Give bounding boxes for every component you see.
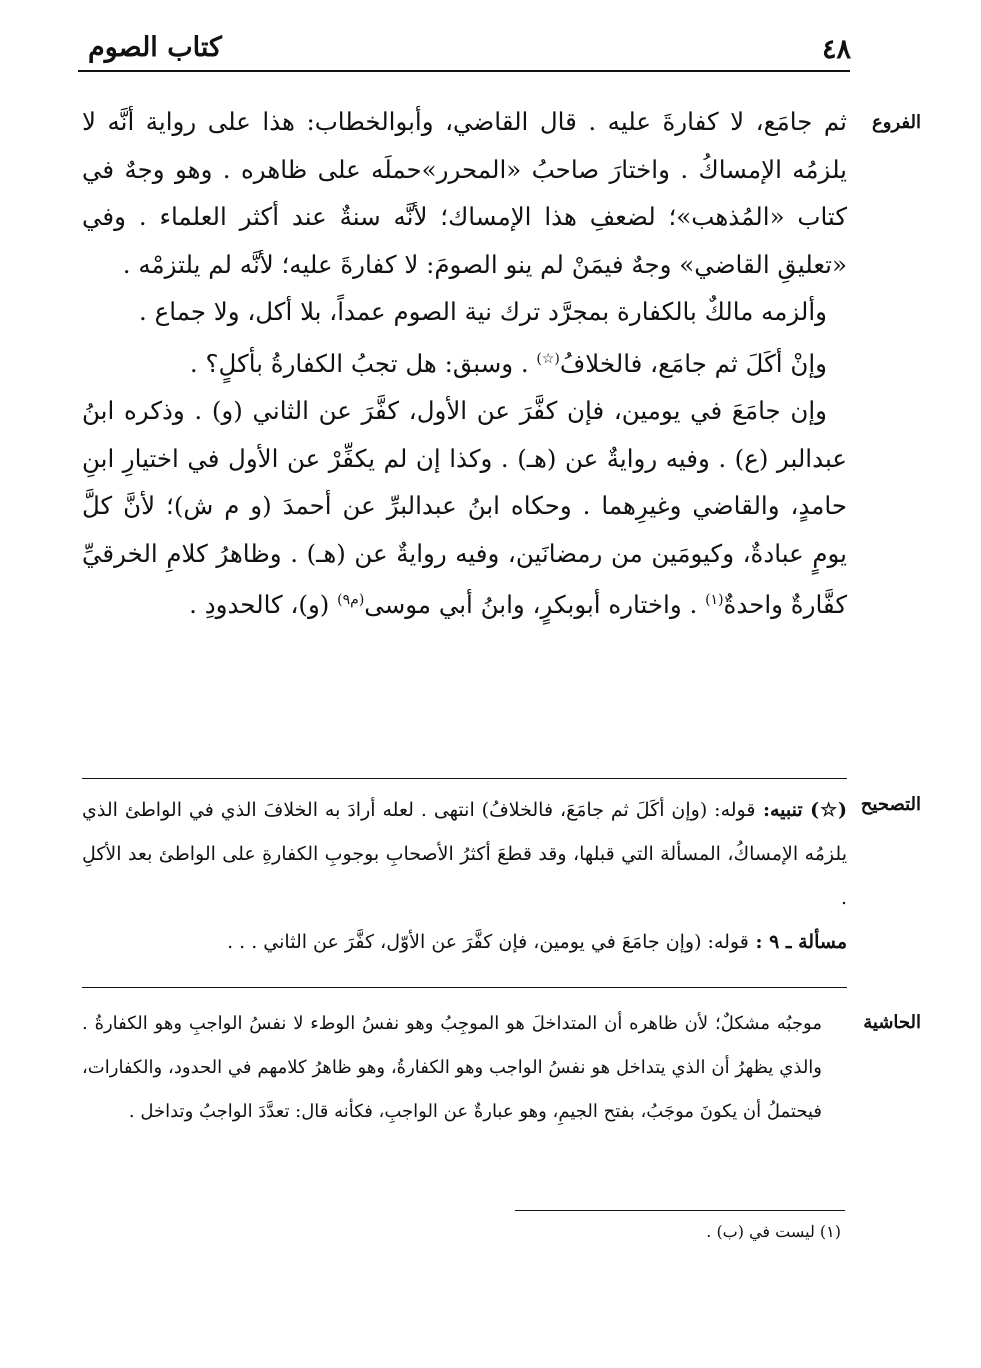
main-paragraph-4-text-3: (و)، كالحدودِ .: [189, 590, 338, 620]
hashia-text: [82, 1002, 822, 1134]
page-number: ٤٨: [821, 34, 851, 65]
footnote-marker-1: (١): [705, 592, 724, 609]
issue-marker-m9: (م٩): [337, 592, 365, 609]
tasheeh-paragraph-1: [82, 788, 847, 920]
section-divider-tasheeh: [82, 778, 847, 779]
tasheeh-paragraph-1-text: قوله: (وإن أكَلَ ثم جامَعَ، فالخلافُ) انتهى . لعله أرادَ به الخلافَ الذي في الواطئ الذي يلزمُه الإمساكُ، المسألة التي قبلها، وقد قطعَ أكثرُ الأصحابِ بوجوبِ الكفارةِ على الواطئ بعد الأكلِ .: [82, 799, 847, 909]
tasheeh-text: [82, 788, 847, 964]
hashia-paragraph-1: موجبُه مشكلٌ؛ لأن ظاهره أن المتداخلَ هو الموجِبُ وهو نفسُ الوطء لا نفسُ الواجبِ وهو الكفارةُ . والذي يظهرُ أن الذي يتداخل هو نفسُ الواجب وهو الكفارةُ، وهو ظاهرُ كلامهم في الحدود، والكفارات، فيحتملُ أن يكونَ موجَبُ، بفتح الجيمِ، وهو عبارةٌ عن الواجبِ، فكأنه قال: تعدَّدَ الواجبُ وتداخل .: [82, 1013, 822, 1122]
main-paragraph-4-text: وإن جامَعَ في يومين، فإن كفَّرَ عن الأول، كفَّرَ عن الثاني (و) . وذكره ابنُ عبدالبر (ع) . وفيه روايةٌ عن (هـ) . وكذا إن لم يكفِّرْ عن الأول في اختيارِ ابنِ حامدٍ، والقاضي وغيرِهما . وحكاه ابنُ عبدالبرِّ عن أحمدَ (و م ش)؛ لأنَّ كلَّ يومٍ عبادةٌ، وكيومَين من رمضانَين، وفيه روايةٌ عن (هـ) . وظاهرُ كلامِ الخرقيِّ كفَّارةٌ واحدةٌ: [82, 396, 847, 620]
section-label-furoo: الفروع: [872, 112, 921, 133]
tasheeh-masala-9: مسألة ـ ٩ :: [748, 931, 847, 953]
main-paragraph-2: وألزمه مالكٌ بالكفارة بمجرَّد ترك نية الصوم عمداً، بلا أكل، ولا جماع .: [139, 297, 827, 326]
main-paragraph-3-text: وإنْ أكَلَ ثم جامَع، فالخلافُ: [559, 348, 827, 378]
section-label-hashia: الحاشية: [863, 1012, 921, 1033]
main-paragraph-4: [82, 387, 847, 629]
main-paragraph-3-text-2: . وسبق: هل تجبُ الكفارةُ بأكلٍ؟ .: [189, 348, 537, 378]
footnote-1: (١) ليست في (ب) .: [706, 1222, 841, 1241]
tasheeh-paragraph-2: [82, 920, 847, 964]
note-marker-star: (☆): [536, 350, 560, 367]
main-paragraph-1: ثم جامَع، لا كفارةَ عليه . قال القاضي، وأبوالخطاب: هذا على رواية أنَّه لا يلزمُه الإمساكُ . واختارَ صاحبُ «المحرر»حملَه على ظاهره . وهو وجهٌ في كتاب «المُذهب»؛ لضعفِ هذا الإمساك؛ لأنَّه سنةٌ عند أكثر العلماء . وفي «تعليقِ القاضي» وجهٌ فيمَنْ لم ينو الصومَ: لا كفارةَ عليه؛ لأنَّه لم يلتزمْه .: [82, 107, 847, 279]
main-text: [82, 98, 847, 629]
section-label-tasheeh: التصحيح: [860, 794, 921, 815]
tasheeh-tanbih: (☆) تنبيه:: [755, 799, 847, 821]
footnote-rule: [515, 1210, 845, 1211]
main-paragraph-4-text-2: . واختاره أبوبكرٍ، وابنُ أبي موسى: [364, 590, 706, 620]
main-paragraph-3: [82, 336, 847, 388]
header-rule: [78, 70, 850, 72]
section-divider-hashia: [82, 987, 847, 988]
running-title: كتاب الصوم: [88, 32, 222, 63]
tasheeh-paragraph-2-text: قوله: (وإن جامَعَ في يومين، فإن كفَّرَ عن الأوّل، كفَّرَ عن الثاني . . .: [227, 931, 749, 953]
